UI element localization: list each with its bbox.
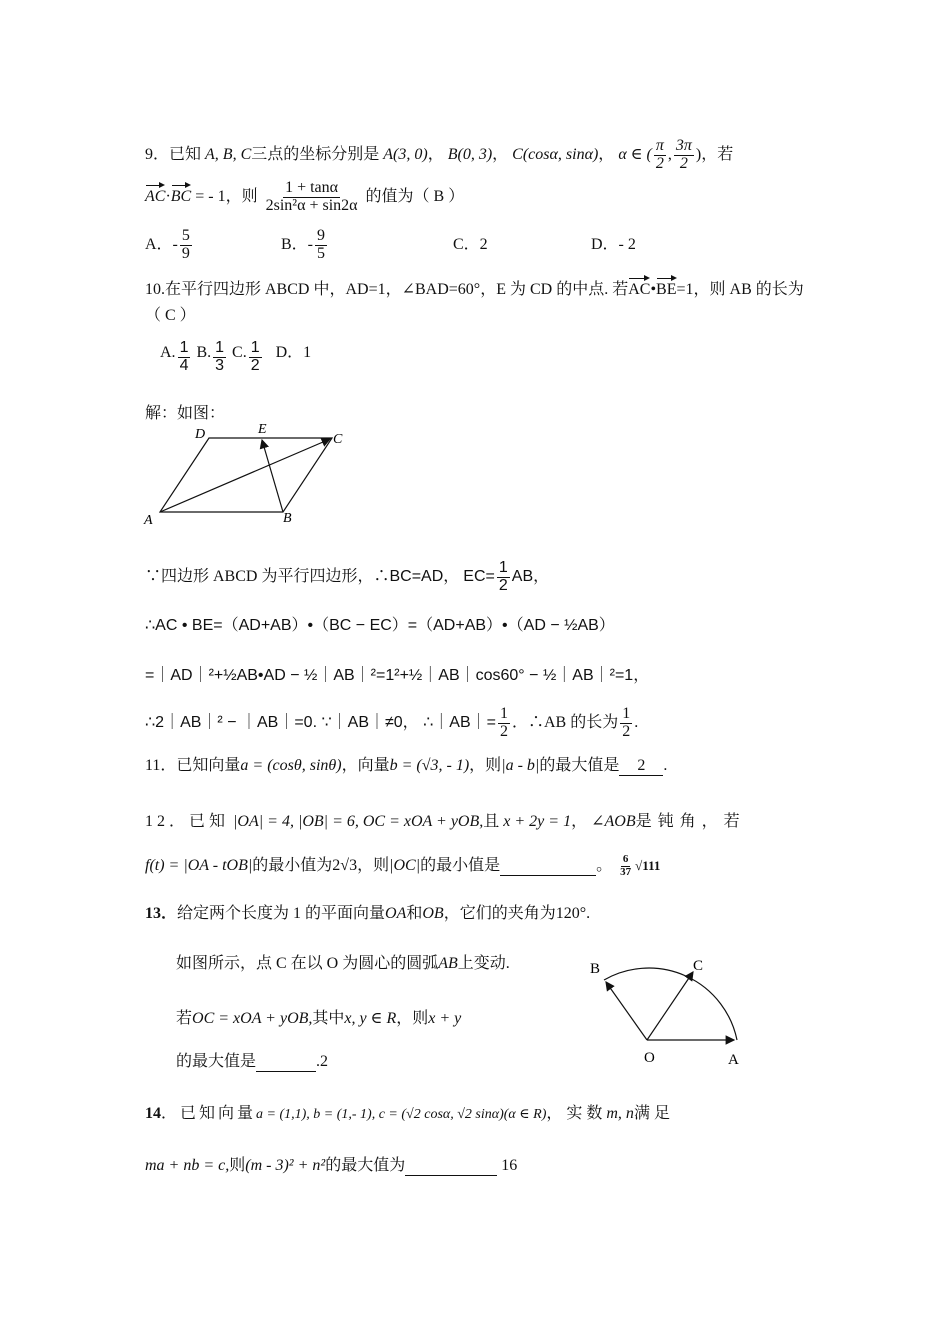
q10-line2: （ C ） (145, 307, 196, 324)
label-a: A (728, 1052, 739, 1068)
q10-options: A. $\frac{1}{4}$ B. $\frac{1}{3}$ C. $\frac{1}{2}$ D．1 (160, 339, 312, 374)
q13-line4: 的最大值是 .2 (176, 1053, 329, 1070)
q12-line2: f(t) = |OA - tOB|的最小值为2√3，则|OC|的最小值是 。 $\frac{6}{37}$ √111 (145, 853, 661, 878)
label-b: B (283, 511, 292, 526)
q9-line1: 9．已知 A, B, C三点的坐标分别是 A(3, 0)， B(0, 3)， C(cosα, sinα)， α ∈ ( $\frac{\pi}{2}$ , $\frac{3\pi}{2}$ )，若 (145, 137, 734, 172)
q13-line3: 若OC = xOA + yOB,其中x, y ∈ R，则x + y (176, 1010, 462, 1027)
label-d: D (195, 427, 206, 442)
q13-answer: .2 (316, 1053, 329, 1070)
label-o: O (644, 1050, 655, 1066)
q9-option-b: B．- $\frac{9}{5}$ (281, 227, 326, 262)
q12-line1: 12．已知 |OA| = 4, |OB| = 6, OC = xOA + yOB,且 x + 2y = 1， ∠AOB是钝角，若 (145, 813, 746, 830)
q11-answer: 2 (619, 757, 663, 776)
label-c: C (333, 432, 343, 447)
q12-answer: $\frac{6}{37}$ (620, 853, 632, 878)
parallelogram-figure (140, 422, 360, 532)
solution-step-2: ∴AC • BE=（AD+AB）•（BC − EC）=（AD+AB）•（AD − ½AB） (145, 617, 615, 634)
q9-line2: AC·BC = - 1，则 $\frac{1 + \tan\alpha}{\text{2sin²α + sin2α}}$ 的值为（ B ） (145, 179, 465, 214)
label-c: C (693, 958, 704, 974)
q11: 11．已知向量a = (cosθ, sinθ)，向量b = (√3, - 1)，则|a - b|的最大值是 2 . (145, 757, 668, 774)
q9-fraction: $\frac{1 + \tan\alpha}{\text{2sin²α + sin2α}}$ (265, 179, 358, 214)
q14-line2: ma + nb = c,则(m - 3)² + n²的最大值为 16 (145, 1157, 518, 1174)
q10-line1: 10.在平行四边形 ABCD 中，AD=1，∠BAD=60°，E 为 CD 的中点. 若AC•BE=1，则 AB 的长为 (145, 275, 804, 299)
label-b: B (590, 961, 601, 977)
solution-step-4: ∴2｜AB｜² − ｜AB｜=0. ∵｜AB｜≠0， ∴｜AB｜= $\frac{1}{2}$ ．∴AB 的长为 $\frac{1}{2}$ . (145, 705, 639, 740)
label-e: E (258, 422, 267, 437)
label-a: A (144, 513, 153, 528)
q13-line1: 13．给定两个长度为 1 的平面向量OA和OB，它们的夹角为120°. (145, 905, 591, 922)
q14-line1: 14．已知向量a = (1,1), b = (1,- 1), c = (√2 cosα, √2 sinα)(α ∈ R)，实数m, n满足 (145, 1105, 674, 1122)
q13-line2: 如图所示，点 C 在以 O 为圆心的圆弧AB上变动. (176, 955, 510, 972)
solution-step-3: =｜AD｜²+½AB•AD − ½｜AB｜²=1²+½｜AB｜cos60° − ½｜AB｜²=1， (145, 667, 650, 684)
arc-figure (580, 950, 760, 1070)
q14-answer: 16 (501, 1157, 518, 1174)
q9-option-d: D．- 2 (591, 235, 636, 253)
solution-step-1: ∵四边形 ABCD 为平行四边形，∴BC=AD， EC= $\frac{1}{2}$ AB， (145, 559, 550, 594)
q9-option-c: C．2 (453, 235, 488, 253)
q9-options (145, 228, 636, 263)
solution-label: 解：如图： (145, 405, 226, 422)
q9-option-a: A．- $\frac{5}{9}$ (145, 227, 190, 262)
